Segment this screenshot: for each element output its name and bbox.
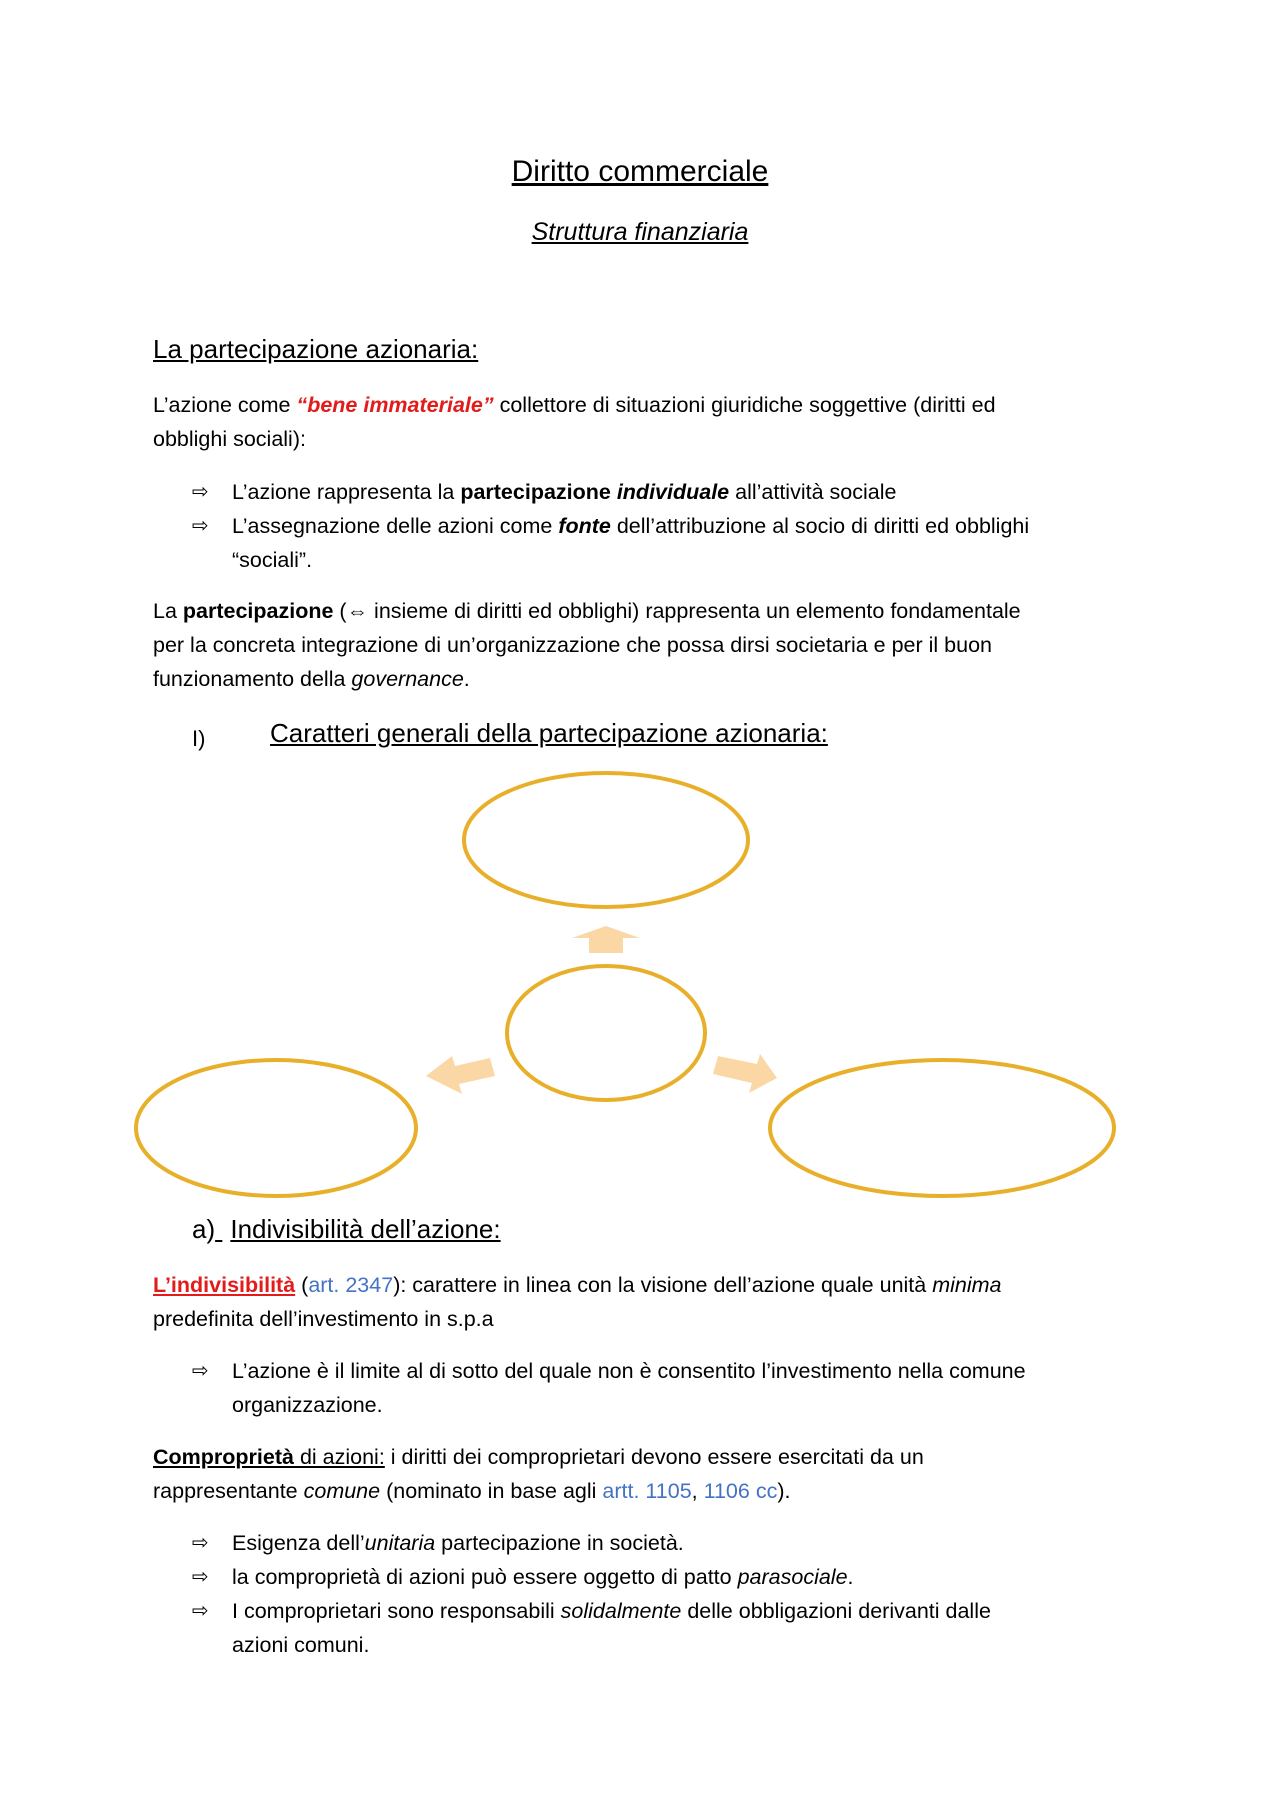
list-text: Esigenza dell’ (232, 1531, 365, 1555)
list-item (192, 1354, 1152, 1422)
list-text: I comproprietari sono responsabili (232, 1599, 561, 1623)
section-heading-partecipazione: La partecipazione azionaria: (153, 334, 479, 364)
subsection-heading (192, 1214, 501, 1245)
indiv-text: ): carattere in linea con la visione dell’azione quale unità (393, 1273, 933, 1297)
list-bold-italic: fonte (558, 514, 611, 538)
diagram-arrow-up (572, 926, 640, 938)
para-text: La (153, 599, 183, 623)
list-text: L’azione è il limite al di sotto del quale non è consentito l’investimento nella comune (232, 1359, 1026, 1383)
list-bold: partecipazione (460, 480, 617, 504)
compr-line2-mid: (nominato in base agli (380, 1479, 603, 1503)
list-item (192, 1526, 1152, 1560)
list-text-rest: . (847, 1565, 854, 1589)
section-number: I) (192, 726, 206, 751)
comproprieta-paragraph (153, 1440, 1153, 1508)
indiv-emphasis: minima (932, 1273, 1002, 1297)
subsection-title: Indivisibilità dell’azione: (230, 1214, 501, 1244)
article-link-2347[interactable]: art. 2347 (308, 1273, 394, 1297)
para-text-rest: (⇔ insieme di diritti ed obblighi) rappresenta un elemento fondamentale (333, 599, 1021, 623)
diagram-left-ellipse (136, 1060, 416, 1196)
para-line3-end: . (463, 667, 470, 691)
bullet-arrow-icon: ⇨ (192, 1600, 209, 1622)
intro-text: L’azione come (153, 393, 297, 417)
subsection-label: a) (192, 1214, 216, 1244)
list-text-rest: all’attività sociale (729, 480, 897, 504)
compr-text: i diritti dei comproprietari devono essere esercitati da un (384, 1445, 924, 1469)
term-indivisibilita: L’indivisibilità (153, 1273, 296, 1297)
diagram-center-ellipse (507, 966, 705, 1100)
diagram-arrow-right (713, 1054, 777, 1093)
list-text-rest: delle obbligazioni derivanti dalle (681, 1599, 991, 1623)
list-text: la comproprietà di azioni può essere oggetto di patto (232, 1565, 738, 1589)
list-item (192, 1560, 1152, 1594)
compr-line2-end: ). (777, 1479, 791, 1503)
page-title: Diritto commerciale (511, 155, 769, 188)
bullet-arrow-icon: ⇨ (192, 1360, 209, 1382)
indiv-line2: predefinita dell’investimento in s.p.a (153, 1307, 494, 1331)
compr-emphasis: comune (303, 1479, 381, 1503)
list-text: L’azione rappresenta la (232, 480, 461, 504)
diagram-right-ellipse (770, 1060, 1114, 1196)
list-text: L’assegnazione delle azioni come (232, 514, 559, 538)
indivisibilita-paragraph (153, 1268, 1153, 1336)
bullet-arrow-icon: ⇨ (192, 515, 209, 537)
diagram-arrow-left (426, 1056, 495, 1094)
page-subtitle: Struttura finanziaria (531, 218, 749, 246)
term-comproprieta: Comproprietà (153, 1445, 294, 1469)
bullet-arrow-icon: ⇨ (192, 1532, 209, 1554)
para-bold: partecipazione (182, 599, 334, 623)
intro-line2: obblighi sociali): (153, 427, 306, 451)
para-emphasis: governance (351, 667, 464, 691)
section-heading-caratteri: Caratteri generali della partecipazione azionaria: (270, 718, 828, 748)
list-text-line2: organizzazione. (232, 1393, 383, 1417)
diagram-arrow-up-shaft (589, 938, 623, 953)
compr-line2: rappresentante (153, 1479, 304, 1503)
list-emphasis: parasociale (737, 1565, 848, 1589)
article-link-1105[interactable]: artt. 1105 (602, 1479, 692, 1503)
intro-emphasis: “bene immateriale” (296, 393, 494, 417)
term-rest: di azioni: (293, 1445, 385, 1469)
article-link-1106[interactable]: 1106 cc (703, 1479, 778, 1503)
list-emphasis: solidalmente (560, 1599, 682, 1623)
list-item (192, 1594, 1152, 1662)
list-bold-italic: individuale (616, 480, 730, 504)
para-line3: funzionamento della (153, 667, 352, 691)
list-text-line2: azioni comuni. (232, 1633, 370, 1657)
diagram-top-ellipse (464, 773, 748, 907)
bullet-arrow-icon: ⇨ (192, 481, 209, 503)
list-text-rest: dell’attribuzione al socio di diritti ed obblighi (610, 514, 1030, 538)
list-emphasis: unitaria (364, 1531, 436, 1555)
list-text-line2: “sociali”. (232, 548, 313, 572)
separator: , (691, 1479, 704, 1503)
para-line2: per la concreta integrazione di un’organizzazione che possa dirsi societaria e per il buon (153, 633, 992, 657)
paren: ( (295, 1273, 309, 1297)
list-text-rest: partecipazione in società. (435, 1531, 684, 1555)
intro-text-rest: collettore di situazioni giuridiche soggettive (diritti ed (493, 393, 996, 417)
bullet-arrow-icon: ⇨ (192, 1566, 209, 1588)
